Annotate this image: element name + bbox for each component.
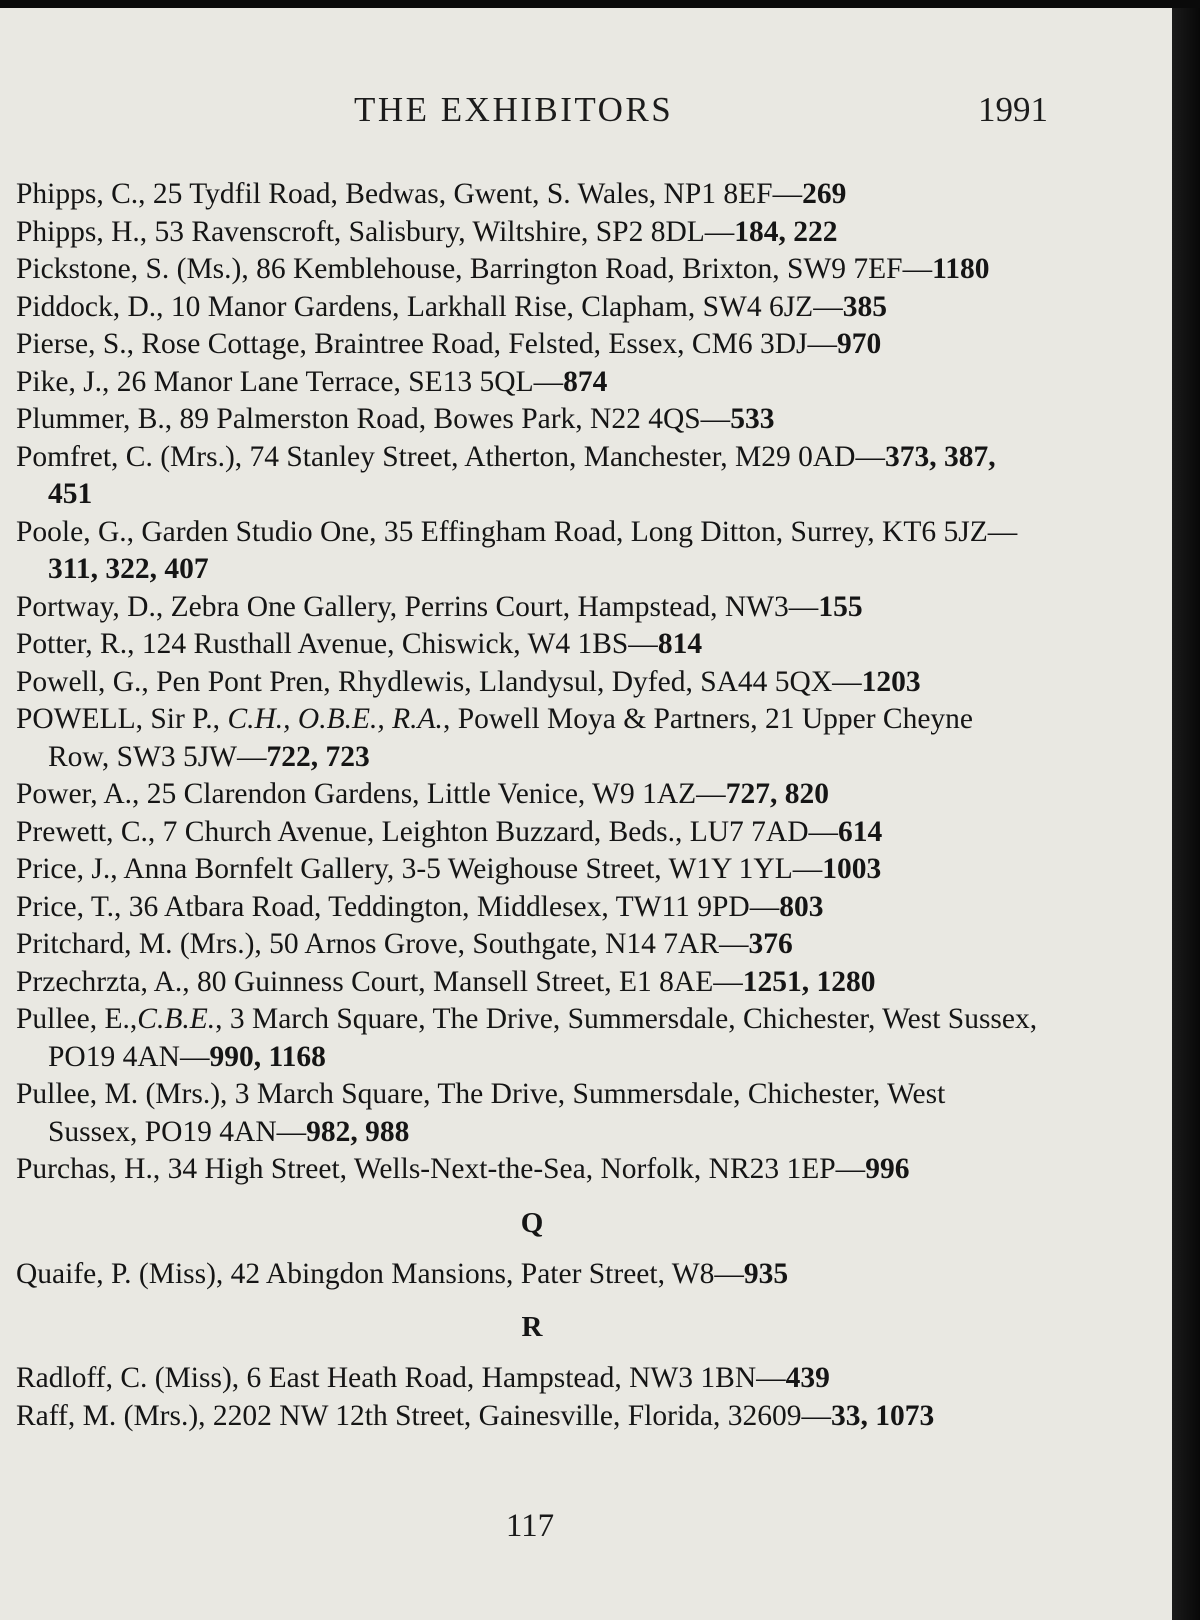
list-item: [16, 439, 1040, 514]
book-page: [0, 8, 1172, 1620]
entry-text: Pierse, S., Rose Cottage, Braintree Road, Felsted, Essex, CM6 3DJ—: [16, 328, 838, 360]
running-head-title: THE EXHIBITORS: [354, 90, 674, 129]
entry-refs: 269: [802, 178, 847, 210]
entry-text: Powell, G., Pen Pont Pren, Rhydlewis, Llandysul, Dyfed, SA44 5QX—: [16, 665, 862, 698]
list-item: [16, 514, 1040, 589]
entry-name: POWELL, Sir P.,: [16, 703, 228, 735]
list-item: [16, 701, 1040, 776]
entry-text: Power, A., 25 Clarendon Gardens, Little Venice, W9 1AZ—: [16, 778, 726, 810]
entry-refs: 1251, 1280: [742, 965, 876, 998]
entry-text: Pritchard, M. (Mrs.), 50 Arnos Grove, Southgate, N14 7AR—: [16, 928, 749, 960]
entry-refs: 311, 322, 407: [48, 553, 209, 585]
entry-text: Piddock, D., 10 Manor Gardens, Larkhall Rise, Clapham, SW4 6JZ—: [16, 290, 843, 323]
entry-text: Phipps, H., 53 Ravenscroft, Salisbury, Wiltshire, SP2 8DL—: [16, 215, 735, 248]
list-item: [16, 1398, 1040, 1436]
running-head: [0, 90, 1172, 140]
entry-honours: C.B.E.: [137, 1003, 216, 1035]
entry-text: Purchas, H., 34 High Street, Wells-Next-the-Sea, Norfolk, NR23 1EP—: [16, 1153, 866, 1185]
entry-refs: 184, 222: [734, 215, 838, 248]
entry-text: Prewett, C., 7 Church Avenue, Leighton Buzzard, Beds., LU7 7AD—: [16, 815, 839, 848]
list-item: [16, 1076, 1040, 1151]
list-item: [16, 776, 1040, 814]
entry-refs: 803: [779, 890, 824, 923]
entry-name: Pullee, E.,: [16, 1003, 138, 1035]
list-item: [16, 1001, 1040, 1076]
list-item: [16, 814, 1040, 852]
entry-refs: 990, 1168: [209, 1040, 326, 1073]
list-item: [16, 626, 1040, 664]
list-item: [16, 1151, 1040, 1189]
entry-refs: 996: [865, 1153, 910, 1185]
list-item: [16, 251, 1040, 289]
entry-refs: 1003: [822, 853, 882, 885]
entry-text: Raff, M. (Mrs.), 2202 NW 12th Street, Gainesville, Florida, 32609—: [16, 1399, 831, 1432]
running-head-year: 1991: [978, 90, 1048, 129]
entry-refs: 533: [730, 403, 775, 435]
entry-refs: 385: [842, 290, 887, 323]
list-item: [16, 589, 1040, 627]
entry-text: Przechrzta, A., 80 Guinness Court, Mansell Street, E1 8AE—: [16, 965, 743, 998]
list-item: [16, 851, 1040, 889]
list-item: [16, 364, 1040, 402]
entry-refs: 155: [818, 590, 863, 623]
list-item: [16, 664, 1040, 702]
entry-text: Phipps, C., 25 Tydfil Road, Bedwas, Gwent, S. Wales, NP1 8EF—: [16, 178, 803, 210]
entry-text: Pike, J., 26 Manor Lane Terrace, SE13 5QL—: [16, 365, 564, 398]
list-item: [16, 889, 1040, 927]
entry-refs: 935: [743, 1257, 789, 1290]
entry-refs: 814: [657, 628, 703, 660]
entry-text: Price, T., 36 Atbara Road, Teddington, Middlesex, TW11 9PD—: [16, 890, 780, 923]
list-item: [16, 1256, 1040, 1294]
entry-refs: 727, 820: [725, 778, 829, 810]
entry-text: Poole, G., Garden Studio One, 35 Effingham Road, Long Ditton, Surrey, KT6 5JZ—: [16, 515, 1018, 548]
page-number: 117: [505, 1508, 555, 1544]
entry-refs: 874: [563, 365, 608, 398]
list-item: [16, 176, 1040, 214]
entry-text: Pickstone, S. (Ms.), 86 Kemblehouse, Barrington Road, Brixton, SW9 7EF—: [16, 253, 933, 285]
entry-text: Portway, D., Zebra One Gallery, Perrins Court, Hampstead, NW3—: [16, 590, 819, 623]
entry-refs: 1180: [932, 253, 990, 285]
entry-text: , 3 March Square, The Drive, Summersdale, Chichester, West Sussex, PO19 4AN—: [48, 1003, 1038, 1073]
section-heading-r: R: [521, 1311, 543, 1343]
entry-refs: 33, 1073: [830, 1399, 935, 1432]
entry-refs: 439: [785, 1362, 830, 1394]
entry-refs: 722, 723: [266, 740, 370, 773]
entry-refs: 970: [837, 328, 882, 360]
entry-text: Plummer, B., 89 Palmerston Road, Bowes Park, N22 4QS—: [16, 403, 731, 435]
list-item: [16, 1360, 1040, 1398]
entry-text: Potter, R., 124 Rusthall Avenue, Chiswick, W4 1BS—: [16, 628, 658, 660]
section-heading-q: Q: [520, 1206, 544, 1239]
list-item: [16, 964, 1040, 1002]
entry-honours: C.H., O.B.E., R.A.: [227, 703, 443, 735]
entry-refs: 376: [748, 928, 793, 960]
entry-text: Pullee, M. (Mrs.), 3 March Square, The Drive, Summersdale, Chichester, West Sussex, PO19 4AN—: [16, 1078, 946, 1148]
page-edge-shadow: [1172, 8, 1200, 1620]
list-item: [16, 326, 1040, 364]
list-item: [16, 926, 1040, 964]
exhibitor-list: [16, 176, 1040, 1435]
entry-text: Price, J., Anna Bornfelt Gallery, 3-5 Weighouse Street, W1Y 1YL—: [16, 853, 823, 885]
list-item: [16, 401, 1040, 439]
list-item: [16, 289, 1040, 327]
list-item: [16, 214, 1040, 252]
entry-text: , Powell Moya & Partners, 21 Upper Cheyne Row, SW3 5JW—: [48, 703, 974, 773]
entry-text: Quaife, P. (Miss), 42 Abingdon Mansions, Pater Street, W8—: [16, 1257, 744, 1290]
entry-text: Radloff, C. (Miss), 6 East Heath Road, Hampstead, NW3 1BN—: [16, 1362, 786, 1394]
entry-refs: 614: [838, 815, 883, 848]
entry-refs: 982, 988: [306, 1115, 410, 1148]
entry-text: Pomfret, C. (Mrs.), 74 Stanley Street, Atherton, Manchester, M29 0AD—: [16, 440, 885, 473]
entry-refs: 373, 387, 451: [48, 440, 996, 510]
entry-refs: 1203: [861, 665, 921, 698]
